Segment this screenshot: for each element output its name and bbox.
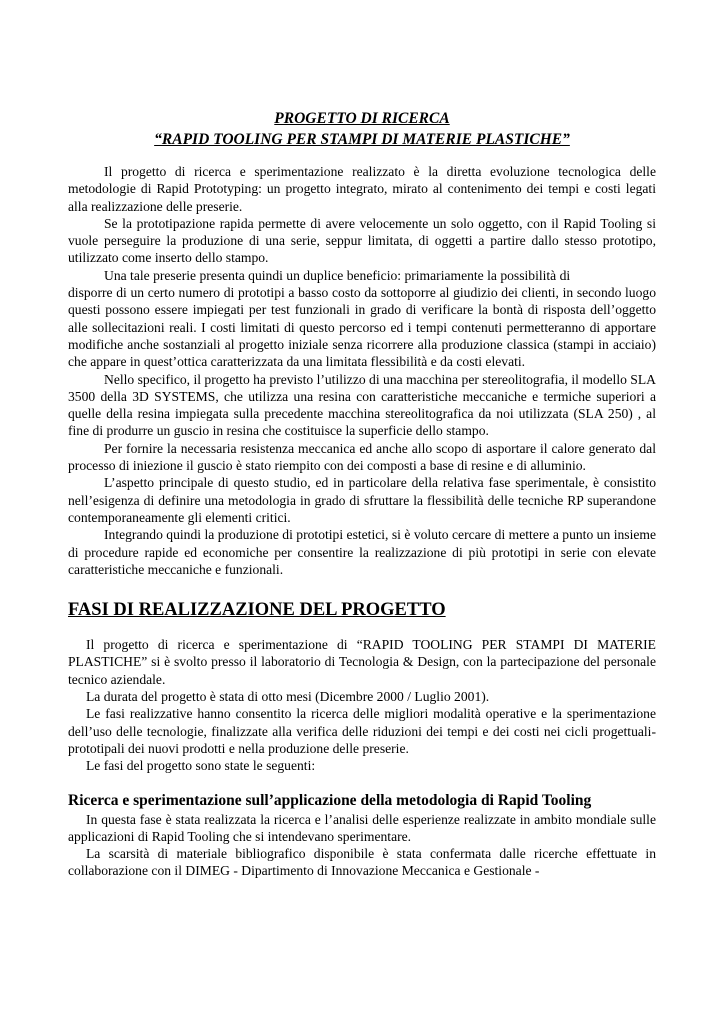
paragraph: La durata del progetto è stata di otto mesi (Dicembre 2000 / Luglio 2001). [86,689,490,705]
paragraph: Le fasi del progetto sono state le seguenti: [86,758,316,774]
paragraph: Per fornire la necessaria resistenza meccanica ed anche allo scopo di asportare il calore generato dal processo di iniezione il guscio è stato riempito con dei composti a base di resine e di alluminio. [68,440,656,474]
paragraph: disporre di un certo numero di prototipi a basso costo da sottoporre al giudizio dei clienti, in secondo luogo questi possono essere impiegati per test funzionali in grado di verificare la bontà di risposta dell’oggetto alle sollecitazioni reali. I costi limitati di questo percorso ed i tempi contenuti permetteranno di apportare modifiche anche sostanziali al progetto iniziale senza ricorrere alla produzione classica (stampi in acciaio) che appare in quest’ottica caratterizzata da una limitata flessibilità e da costi elevati. [68,285,656,370]
document-title-line-1: PROGETTO DI RICERCA [274,110,450,127]
document-title-line-2: “RAPID TOOLING PER STAMPI DI MATERIE PLASTICHE” [154,131,570,148]
subsection-heading: Ricerca e sperimentazione sull’applicazione della metodologia di Rapid Tooling [68,791,592,809]
paragraph: In questa fase è stata realizzata la ricerca e l’analisi delle esperienze realizzate in ambito mondiale sulle applicazioni di Rapid Tooling che si intendevano sperimentare. [68,811,656,844]
intro-section [68,163,656,578]
paragraph: Le fasi realizzative hanno consentito la ricerca delle migliori modalità operative e la sperimentazione dell’uso delle tecnologie, finalizzate alla verifica delle riduzioni dei tempi e dei costi nei cicli progettuali-prototipali dei nuovi prodotti e nella produzione delle preserie. [68,706,656,756]
paragraph: Il progetto di ricerca e sperimentazione realizzato è la diretta evoluzione tecnologica delle metodologie di Rapid Prototyping: un progetto integrato, mirato al contenimento dei tempi e costi legati alla realizzazione delle preserie. [68,164,656,214]
paragraph: Integrando quindi la produzione di prototipi estetici, si è voluto cercare di mettere a punto un insieme di procedure rapide ed economiche per consentire la realizzazione di più prototipi in serie con elevate caratteristiche meccaniche e funzionali. [68,527,656,577]
paragraph: Il progetto di ricerca e sperimentazione di “RAPID TOOLING PER STAMPI DI MATERIE PLASTICHE” si è svolto presso il laboratorio di Tecnologia & Design, con la partecipazione del personale tecnico aziendale. [68,637,656,687]
section-heading: FASI DI REALIZZAZIONE DEL PROGETTO [68,600,446,621]
paragraph: Se la prototipazione rapida permette di avere velocemente un solo oggetto, con il Rapid Tooling si vuole perseguire la produzione di una serie, seppur limitata, di oggetti a partire dallo stesso prototipo, utilizzato come inserto dello stampo. [68,215,656,266]
paragraph: L’aspetto principale di questo studio, ed in particolare della relativa fase sperimentale, è consistito nell’esigenza di definire una metodologia in grado di sfruttare la flessibilità delle tecniche RP superandone contemporaneamente gli elementi critici. [68,475,656,525]
phases-section [68,636,656,774]
paragraph: Nello specifico, il progetto ha previsto l’utilizzo di una macchina per stereolitografia, il modello SLA 3500 della 3D SYSTEMS, che utilizza una resina con caratteristiche meccaniche e termiche superiori a quelle della resina impiegata sulla precedente macchina stereolitografica da noi utilizzata (SLA 250) , al fine di produrre un guscio in resina che costituisce la superficie dello stampo. [68,371,656,439]
paragraph: Una tale preserie presenta quindi un duplice beneficio: primariamente la possibilità di [104,267,571,283]
paragraph: La scarsità di materiale bibliografico disponibile è stata confermata dalle ricerche effettuate in collaborazione con il DIMEG - Dipartimento di Innovazione Meccanica e Gestionale - [68,846,656,879]
document-page [68,108,656,880]
